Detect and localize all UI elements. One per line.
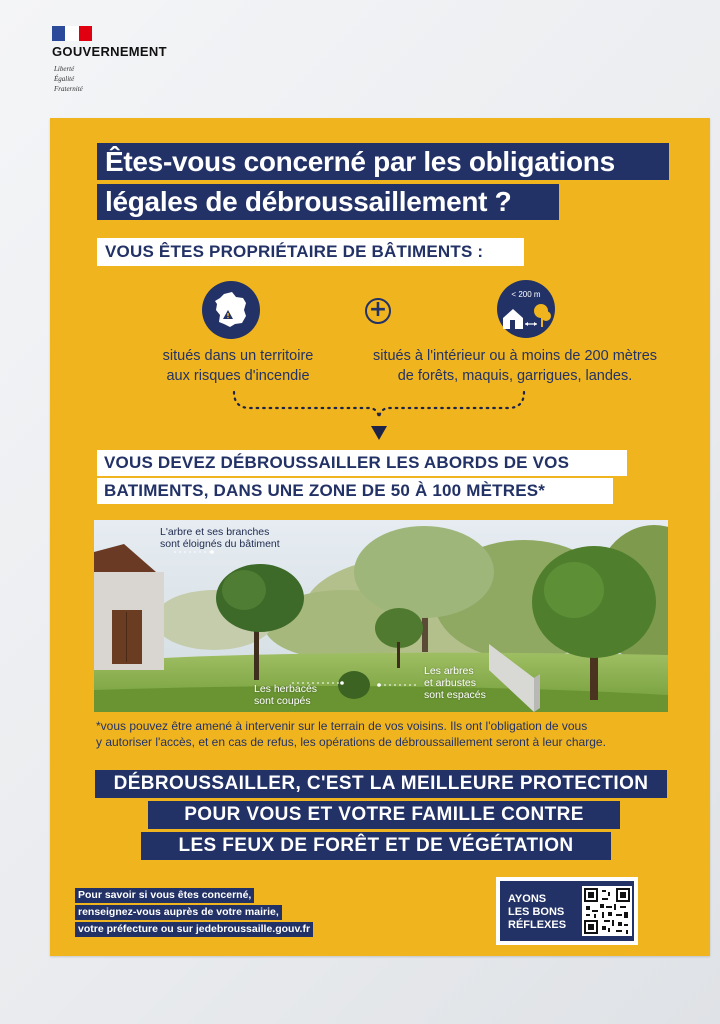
protection-slogan-line-1: DÉBROUSSAILLER, C'EST LA MEILLEURE PROTECTION bbox=[95, 770, 667, 798]
section-heading-clearing-line-2: BATIMENTS, DANS UNE ZONE DE 50 À 100 MÈTRES* bbox=[97, 478, 613, 504]
distance-badge: < 200 m bbox=[511, 290, 541, 299]
government-name: GOUVERNEMENT bbox=[52, 44, 167, 59]
poster-title-line-1: Êtes-vous concerné par les obligations bbox=[97, 143, 669, 180]
trees-spaced-label: Les arbres et arbustes sont espacés bbox=[424, 665, 486, 701]
section-heading-clearing-line-1: VOUS DEVEZ DÉBROUSSAILLER LES ABORDS DE VOS bbox=[97, 450, 627, 476]
condition-fire-risk-text: situés dans un territoire aux risques d'incendie bbox=[162, 348, 314, 384]
republic-motto: Liberté Égalité Fraternité bbox=[54, 65, 83, 93]
vegetation-clearing-illustration bbox=[94, 520, 668, 712]
government-logo bbox=[52, 26, 212, 106]
french-flag-icon bbox=[52, 26, 92, 41]
plus-icon: + bbox=[365, 298, 391, 324]
poster bbox=[50, 118, 710, 956]
merge-arrow-connector bbox=[228, 390, 530, 442]
protection-slogan-line-2: POUR VOUS ET VOTRE FAMILLE CONTRE bbox=[148, 801, 620, 829]
footnote: *vous pouvez être amené à intervenir sur le terrain de vos voisins. Ils ont l'obligation de vous y autoriser l'accès, et en cas de refus, les opérations de débroussaillement seront à leur charge. bbox=[96, 719, 606, 749]
protection-slogan-line-3: LES FEUX DE FORÊT ET DE VÉGÉTATION bbox=[141, 832, 611, 860]
info-line: Pour savoir si vous êtes concerné, bbox=[75, 888, 254, 903]
info-line: votre préfecture ou sur jedebroussaille.gouv.fr bbox=[75, 922, 313, 937]
condition-forest-distance-text: situés à l'intérieur ou à moins de 200 mètres de forêts, maquis, garrigues, landes. bbox=[372, 348, 658, 384]
info-contact-block bbox=[75, 888, 313, 939]
herbaceous-cut-label: Les herbacés sont coupés bbox=[254, 683, 318, 707]
info-line: renseignez-vous auprès de votre mairie, bbox=[75, 905, 282, 920]
section-heading-owners: VOUS ÊTES PROPRIÉTAIRE DE BÂTIMENTS : bbox=[97, 238, 524, 266]
poster-title-line-2: légales de débroussaillement ? bbox=[97, 184, 559, 220]
badge-text: AYONS LES BONS RÉFLEXES bbox=[508, 893, 567, 931]
house-forest-distance-icon bbox=[497, 280, 555, 338]
france-fire-risk-icon bbox=[202, 281, 260, 339]
good-reflexes-badge bbox=[496, 877, 638, 945]
tree-distance-label: L'arbre et ses branches sont éloignés du bâtiment bbox=[160, 526, 280, 550]
qr-code-icon[interactable] bbox=[582, 886, 632, 936]
